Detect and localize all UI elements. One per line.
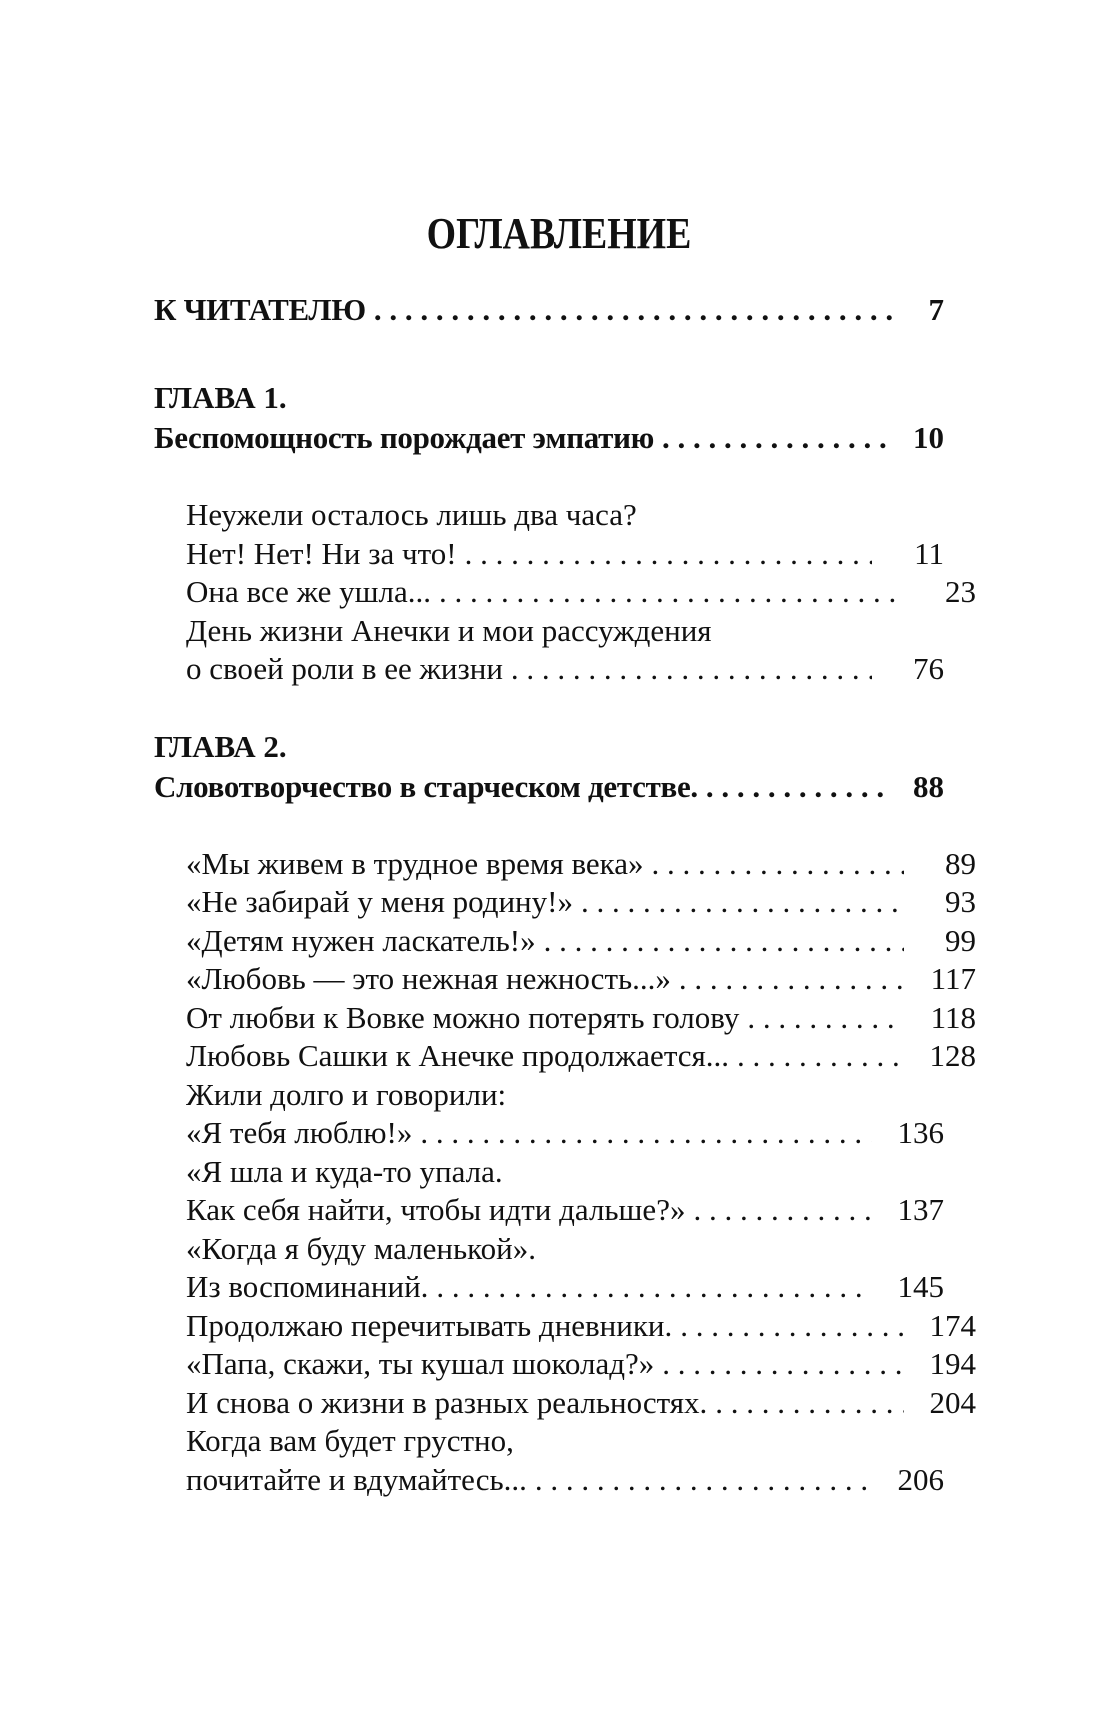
- toc-entry-label: К ЧИТАТЕЛЮ: [154, 292, 366, 327]
- dot-leader: [662, 1345, 904, 1384]
- toc-section[interactable]: [154, 1153, 944, 1230]
- toc-section-line: Из воспоминаний.: [186, 1269, 429, 1304]
- toc-section[interactable]: [154, 1384, 976, 1423]
- toc-entry-label: Словотворчество в старческом детстве.: [154, 768, 698, 804]
- toc-page-number: 128: [929, 1038, 976, 1073]
- dot-leader: [436, 1268, 872, 1307]
- toc-section[interactable]: [154, 1037, 976, 1076]
- toc-page-number: 11: [914, 535, 944, 571]
- dot-leader: [693, 1191, 872, 1230]
- toc-page-number: 7: [928, 292, 944, 327]
- toc-section[interactable]: [154, 1422, 944, 1499]
- dot-leader: [535, 1461, 872, 1500]
- toc-page-number: 194: [929, 1346, 976, 1381]
- toc-page-number: 204: [929, 1384, 976, 1420]
- toc-section-line: Неужели осталось лишь два часа?: [186, 497, 637, 532]
- dot-leader: [511, 650, 872, 689]
- toc-entry-to-reader[interactable]: [154, 290, 944, 330]
- toc-section[interactable]: [154, 999, 976, 1038]
- toc-section-line: о своей роли в ее жизни: [186, 651, 503, 686]
- dot-leader: [679, 960, 904, 999]
- toc-section[interactable]: [154, 1345, 976, 1384]
- toc-section-line: «Любовь — это нежная нежность...»: [186, 961, 671, 996]
- toc-page-number: 174: [929, 1307, 976, 1343]
- toc-page-number: 88: [913, 768, 944, 804]
- toc-entry-chapter-2[interactable]: [154, 767, 944, 807]
- toc-entry-label: Беспомощность порождает эмпатию: [154, 420, 655, 455]
- toc-section-line: «Детям нужен ласкатель!»: [186, 922, 536, 958]
- dot-leader: [737, 1037, 904, 1076]
- toc-section-line: От любви к Вовке можно потерять голову: [186, 999, 740, 1035]
- toc-entry-chapter-1[interactable]: [154, 418, 944, 458]
- toc-page-number: 206: [897, 1461, 944, 1497]
- page-title: ОГЛАВЛЕНИЕ: [426, 209, 692, 258]
- toc-section-line: Как себя найти, чтобы идти дальше?»: [186, 1192, 686, 1227]
- toc-section-line: Когда вам будет грустно,: [186, 1423, 514, 1458]
- toc-section[interactable]: [154, 1076, 944, 1153]
- toc-section[interactable]: [154, 1307, 976, 1346]
- dot-leader: [420, 1114, 872, 1153]
- dot-leader: [715, 1384, 904, 1423]
- dot-leader: [439, 573, 904, 612]
- toc-section-line: Нет! Нет! Ни за что!: [186, 535, 457, 571]
- toc-section-line: И снова о жизни в разных реальностях.: [186, 1384, 708, 1420]
- toc-section[interactable]: [154, 496, 944, 573]
- toc-page-number: 76: [913, 651, 944, 686]
- toc-section-line: «Не забирай у меня родину!»: [186, 884, 573, 919]
- toc-section-line: «Я шла и куда-то упала.: [186, 1153, 503, 1189]
- table-of-contents: [154, 290, 976, 1499]
- toc-section[interactable]: [154, 883, 976, 922]
- toc-section[interactable]: [154, 845, 976, 884]
- toc-page-number: 145: [897, 1269, 944, 1304]
- toc-section-line: «Когда я буду маленькой».: [186, 1230, 536, 1266]
- toc-section[interactable]: [154, 1230, 944, 1307]
- dot-leader: [581, 883, 904, 922]
- toc-section-line: «Я тебя люблю!»: [186, 1115, 413, 1150]
- toc-page-number: 89: [945, 845, 976, 881]
- toc-page-number: 117: [930, 961, 976, 996]
- toc-section[interactable]: [154, 573, 976, 612]
- dot-leader: [680, 1307, 904, 1346]
- toc-section[interactable]: [154, 922, 976, 961]
- toc-page-number: 118: [930, 999, 976, 1035]
- toc-page-number: 23: [945, 574, 976, 609]
- chapter-heading: ГЛАВА 1.: [154, 380, 287, 415]
- dot-leader: [706, 767, 892, 807]
- toc-page-number: 99: [945, 922, 976, 958]
- dot-leader: [544, 922, 904, 961]
- toc-section-line: Жили долго и говорили:: [186, 1076, 507, 1112]
- dot-leader: [747, 999, 904, 1038]
- dot-leader: [652, 845, 904, 884]
- toc-section-line: Она все же ушла...: [186, 574, 431, 609]
- toc-section-line: «Папа, скажи, ты кушал шоколад?»: [186, 1346, 655, 1381]
- toc-page-number: 93: [945, 884, 976, 919]
- dot-leader: [465, 535, 872, 574]
- toc-section-line: Продолжаю перечитывать дневники.: [186, 1307, 673, 1343]
- toc-section-line: почитайте и вдумайтесь...: [186, 1461, 527, 1497]
- dot-leader: [662, 418, 892, 458]
- toc-page-number: 136: [897, 1115, 944, 1150]
- chapter-heading: ГЛАВА 2.: [154, 728, 287, 764]
- toc-section[interactable]: [154, 612, 944, 689]
- dot-leader: [374, 290, 892, 330]
- toc-section-line: «Мы живем в трудное время века»: [186, 845, 644, 881]
- toc-page-number: 10: [913, 420, 944, 455]
- toc-section-line: День жизни Анечки и мои рассуждения: [186, 612, 712, 648]
- toc-section[interactable]: [154, 960, 976, 999]
- toc-page-number: 137: [897, 1192, 944, 1227]
- toc-section-line: Любовь Сашки к Анечке продолжается...: [186, 1038, 730, 1073]
